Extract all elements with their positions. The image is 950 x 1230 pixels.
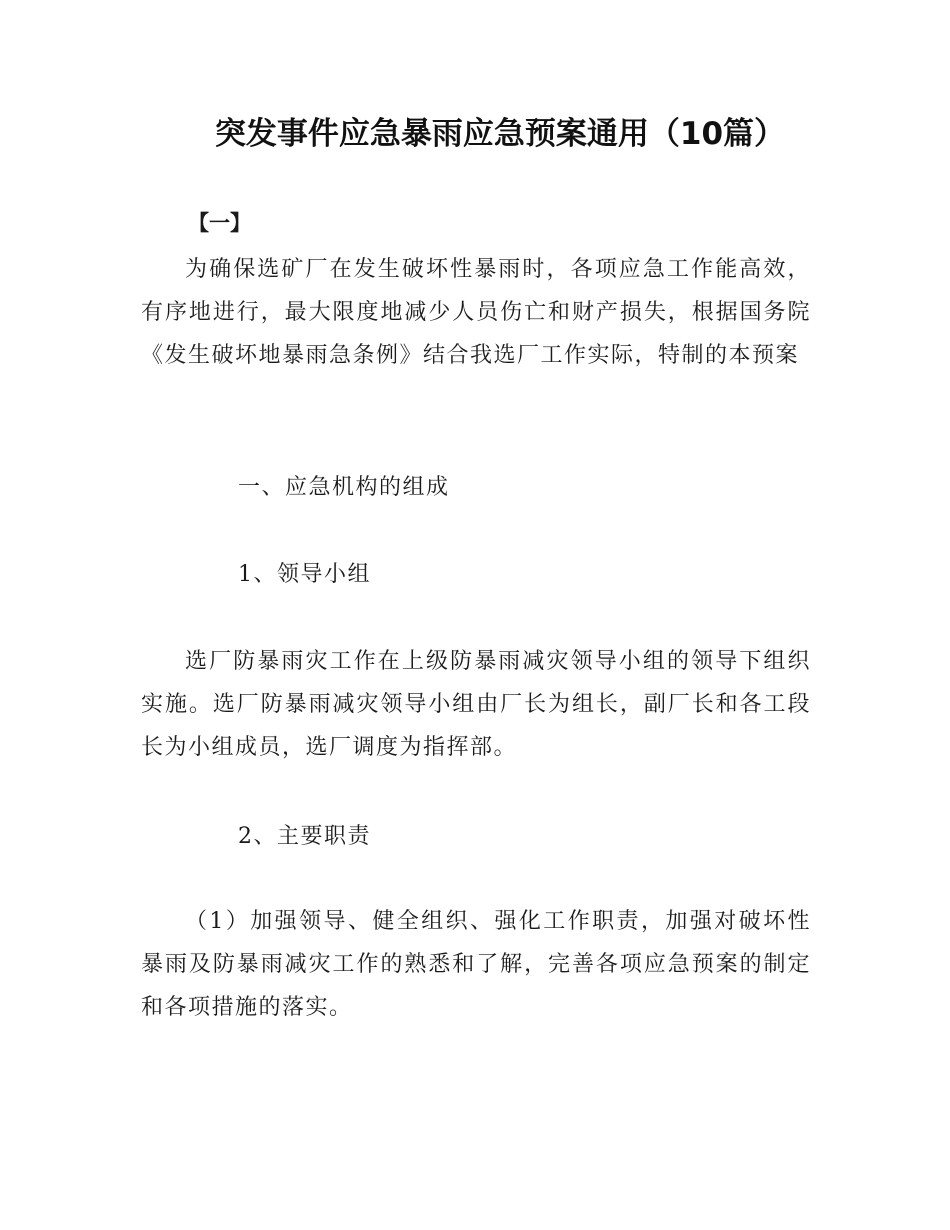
heading-leadership-group: 1、领导小组 bbox=[238, 562, 371, 587]
leadership-paragraph: 选厂防暴雨灾工作在上级防暴雨减灾领导小组的领导下组织实施。选厂防暴雨减灾领导小组由厂长为组长，副厂长和各工段长为小组成员，选厂调度为指挥部。 bbox=[141, 649, 811, 760]
heading-emergency-organization: 一、应急机构的组成 bbox=[238, 475, 450, 500]
section-marker: 【一】 bbox=[188, 211, 251, 235]
document-title: 突发事件应急暴雨应急预案通用（10篇） bbox=[214, 116, 786, 152]
duty-paragraph-1: （1）加强领导、健全组织、强化工作职责，加强对破坏性暴雨及防暴雨减灾工作的熟悉和了解，完善各项应急预案的制定和各项措施的落实。 bbox=[141, 909, 811, 1020]
intro-paragraph: 为确保选矿厂在发生破坏性暴雨时，各项应急工作能高效，有序地进行，最大限度地减少人员伤亡和财产损失，根据国务院《发生破坏地暴雨急条例》结合我选厂工作实际，特制的本预案 bbox=[141, 257, 811, 368]
heading-main-duties: 2、主要职责 bbox=[238, 824, 371, 849]
